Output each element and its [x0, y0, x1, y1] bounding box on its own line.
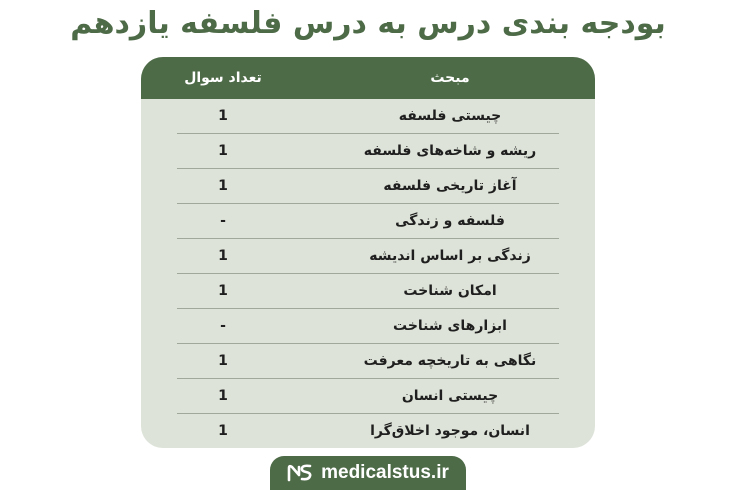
- row-topic: ریشه و شاخه‌های فلسفه: [363, 143, 537, 159]
- table-row: [141, 239, 595, 274]
- table-body: [141, 99, 595, 448]
- row-topic: آغاز تاریخی فلسفه: [383, 178, 517, 194]
- row-count: 1: [218, 353, 228, 369]
- page-title: بودجه بندی درس به درس فلسفه یازدهم: [70, 6, 666, 41]
- site-link[interactable]: medicalstus.ir: [321, 462, 449, 483]
- row-topic: امکان شناخت: [403, 283, 497, 299]
- table-row: [141, 344, 595, 379]
- row-topic: انسان، موجود اخلاق‌گرا: [370, 423, 530, 439]
- table-row: [141, 204, 595, 239]
- table-row: [141, 169, 595, 204]
- header-topic: مبحث: [430, 70, 470, 86]
- row-count: -: [220, 318, 226, 334]
- row-count: 1: [218, 388, 228, 404]
- table-row: [141, 309, 595, 344]
- table-header: [141, 57, 595, 99]
- table-row: [141, 99, 595, 134]
- table-row: [141, 134, 595, 169]
- row-count: 1: [218, 423, 228, 439]
- row-count: 1: [218, 178, 228, 194]
- row-count: 1: [218, 143, 228, 159]
- row-topic: نگاهی به تاریخچه معرفت: [363, 353, 537, 369]
- row-count: 1: [218, 248, 228, 264]
- row-topic: چیستی فلسفه: [398, 108, 502, 124]
- table-row: [141, 414, 595, 448]
- table-row: [141, 379, 595, 414]
- row-topic: ابزارهای شناخت: [393, 318, 507, 334]
- row-topic: چیستی انسان: [401, 388, 499, 404]
- footer-badge[interactable]: [270, 456, 466, 490]
- row-topic: فلسفه و زندگی: [395, 213, 505, 229]
- row-count: 1: [218, 283, 228, 299]
- row-count: -: [220, 213, 226, 229]
- table-row: [141, 274, 595, 309]
- medicalstus-logo-icon: [287, 463, 313, 483]
- header-count: تعداد سوال: [184, 70, 262, 86]
- row-count: 1: [218, 108, 228, 124]
- row-topic: زندگی بر اساس اندیشه: [369, 248, 531, 264]
- budget-table: [141, 57, 595, 448]
